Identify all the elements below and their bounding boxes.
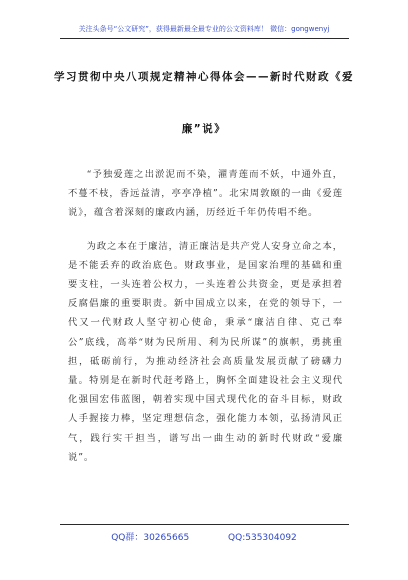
body-paragraph-2: 为政之本在于廉洁，清正廉洁是共产党人安身立命之本，是不能丢弃的政治底色。财政事业，是国家治理的基础和重要支柱，一头连着公权力，一头连着公共资金，更是承担着反腐倡廉的重要职责。新中国成立以来，在党的领导下，一代又一代财政人坚守初心使命，秉承“廉洁自律、克己奉公”底线，高举“财为民所用、利为民所谋”的旗帜，勇挑重担，砥砺前行，为推动经济社会高质量发展贡献了磅礴力量。特别是在新时代赶考路上，胸怀全面建设社会主义现代化强国宏伟蓝图，朝着实现中国式现代化的奋斗目标，财政人手握接力棒，坚定理想信念，强化能力本领，弘扬清风正气，践行实干担当，谱写出一曲生动的新时代财政“爱廉说”。: [68, 240, 343, 463]
footer-divider: [60, 524, 349, 525]
document-title-line-2: 廉”说》: [181, 123, 227, 135]
header-note: 关注头条号“公文研究”，获得最新最全最专业的公文资料库！ 微信：gongwenyj: [78, 25, 330, 33]
header-divider: [60, 38, 349, 39]
document-body: [68, 165, 343, 481]
document-title-line-1: 学习贯彻中央八项规定精神心得体会——新时代财政《爱: [54, 71, 354, 83]
body-paragraph-1: “予独爱莲之出淤泥而不染，濯青莲而不妖，中通外直，不蔓不枝，香远益清，亭亭净植”。北宋周敦颐的一曲《爱莲说》，蕴含着深刻的廉政内涵，历经近千年仍传唱不绝。: [68, 169, 343, 219]
footer-qq-number: QQ:535304092: [228, 533, 297, 543]
footer-qq-group: QQ群：30265665: [111, 533, 190, 543]
footer: [0, 530, 408, 543]
